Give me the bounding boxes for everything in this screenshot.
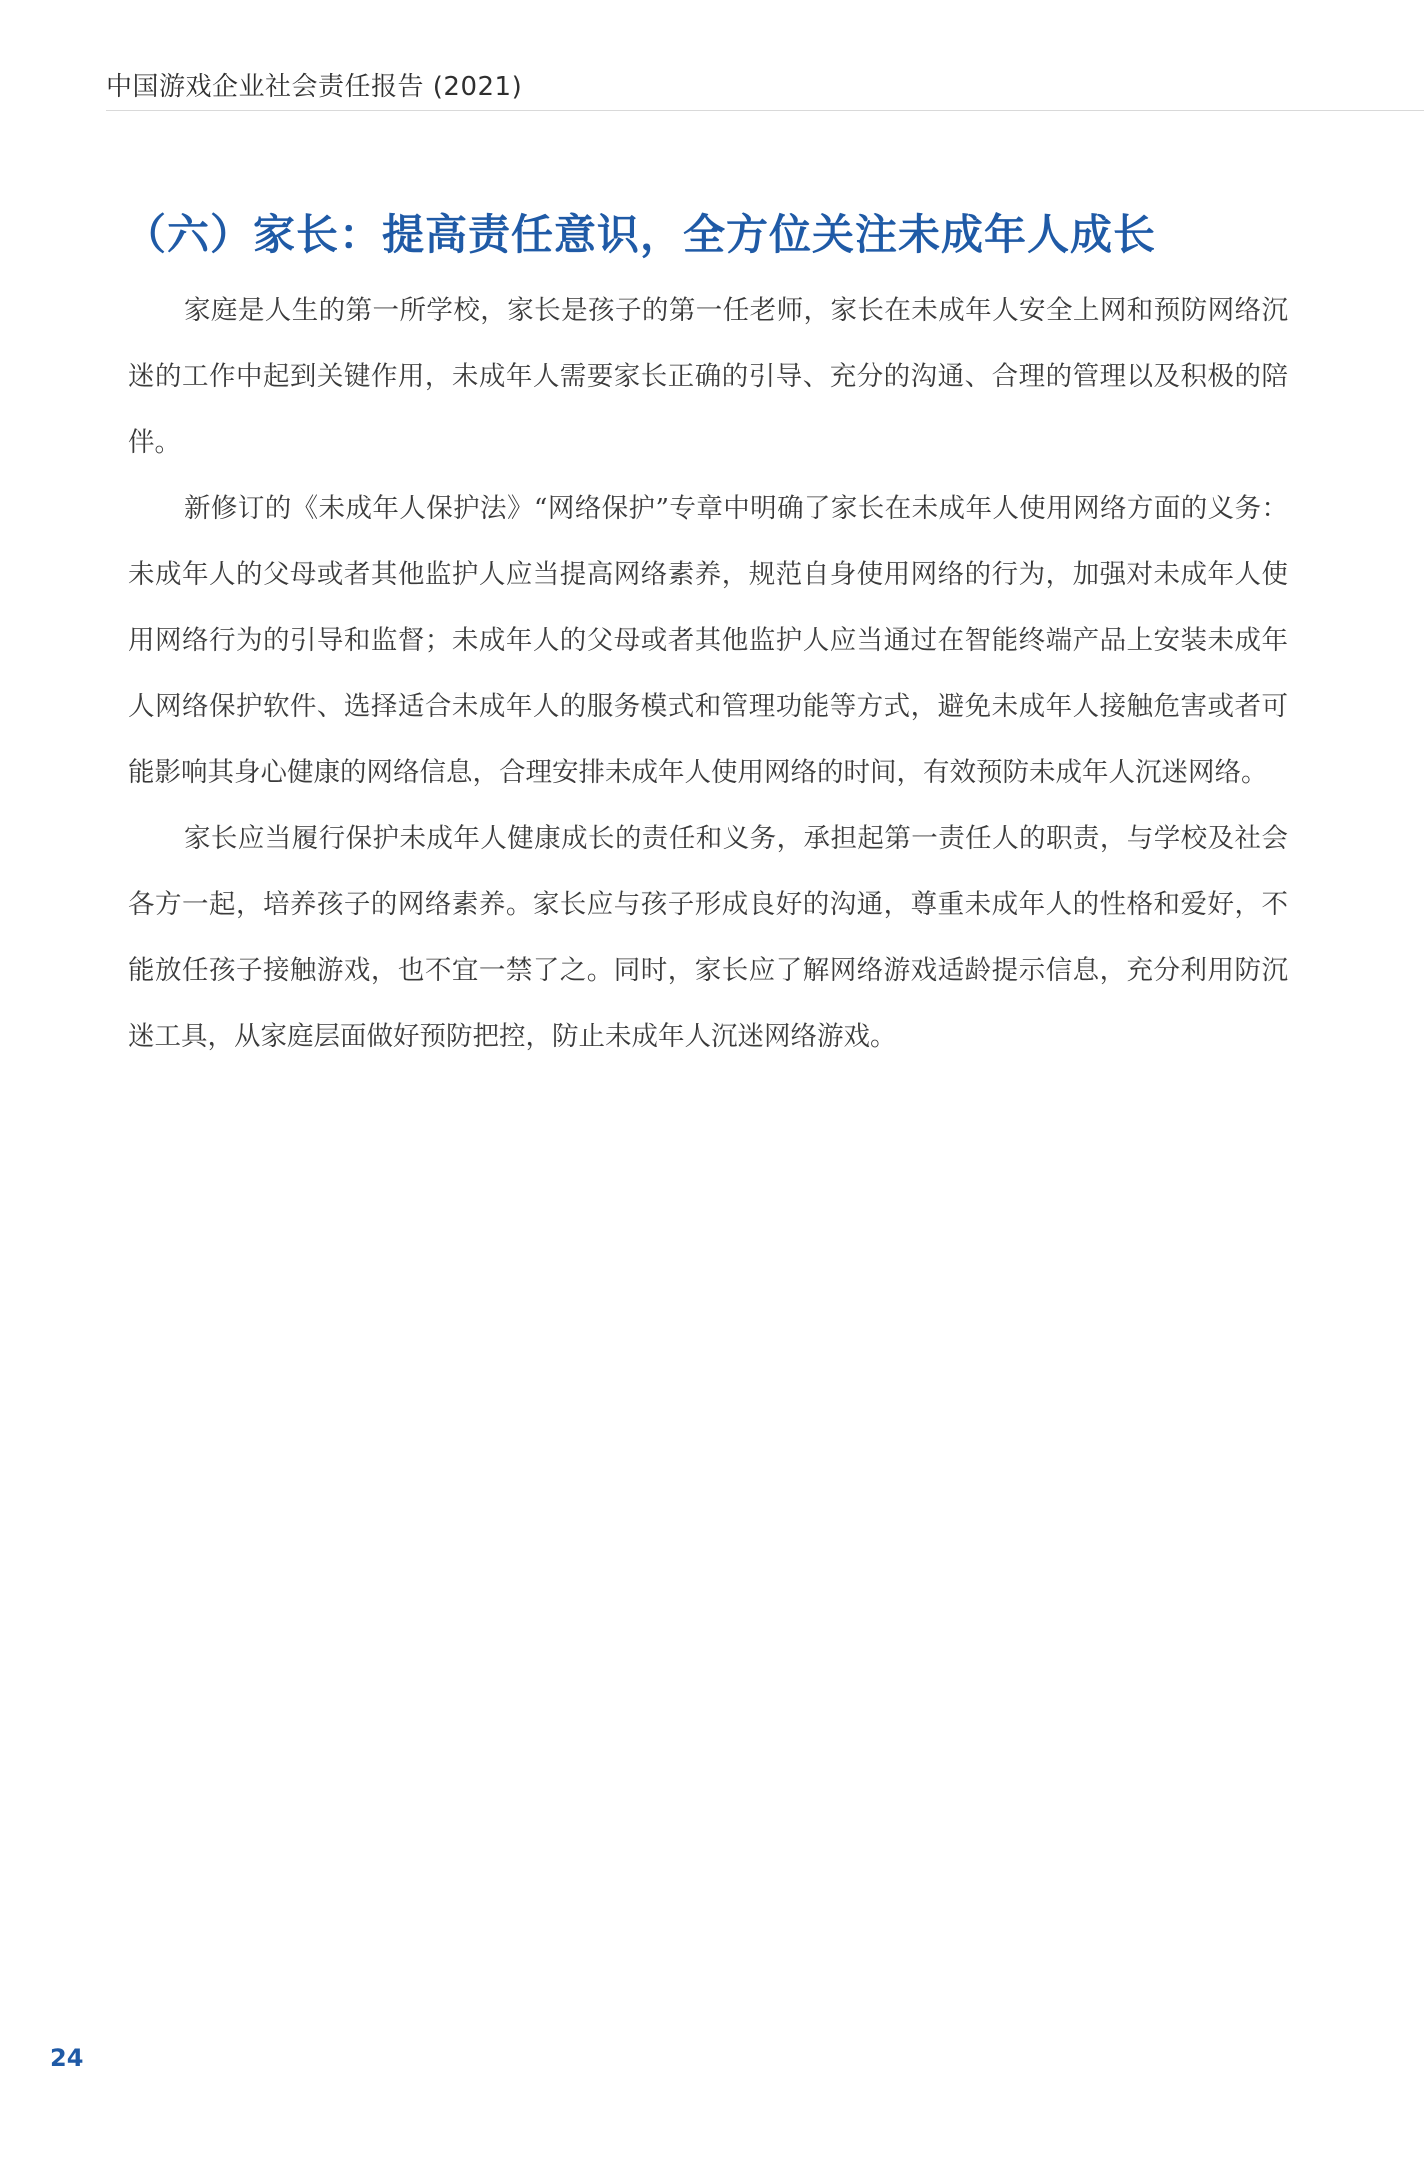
paragraph-3: 家长应当履行保护未成年人健康成长的责任和义务，承担起第一责任人的职责，与学校及社会各方一起，培养孩子的网络素养。家长应与孩子形成良好的沟通，尊重未成年人的性格和爱好，不能放任孩子接触游戏，也不宜一禁了之。同时，家长应了解网络游戏适龄提示信息，充分利用防沉迷工具，从家庭层面做好预防把控，防止未成年人沉迷网络游戏。 xyxy=(128,823,1288,1052)
paragraph-2: 新修订的《未成年人保护法》“网络保护”专章中明确了家长在未成年人使用网络方面的义务：未成年人的父母或者其他监护人应当提高网络素养，规范自身使用网络的行为，加强对未成年人使用网络行为的引导和监督；未成年人的父母或者其他监护人应当通过在智能终端产品上安装未成年人网络保护软件、选择适合未成年人的服务模式和管理功能等方式，避免未成年人接触危害或者可能影响其身心健康的网络信息，合理安排未成年人使用网络的时间，有效预防未成年人沉迷网络。 xyxy=(128,493,1288,788)
page-number: 24 xyxy=(50,2044,84,2072)
report-header-title: 中国游戏企业社会责任报告 (2021) xyxy=(106,72,523,102)
section-title: （六）家长：提高责任意识，全方位关注未成年人成长 xyxy=(124,210,1157,259)
header-divider xyxy=(106,110,1424,111)
paragraph-1: 家庭是人生的第一所学校，家长是孩子的第一任老师，家长在未成年人安全上网和预防网络沉迷的工作中起到关键作用，未成年人需要家长正确的引导、充分的沟通、合理的管理以及积极的陪伴。 xyxy=(128,295,1288,458)
body-content xyxy=(128,278,1288,1070)
